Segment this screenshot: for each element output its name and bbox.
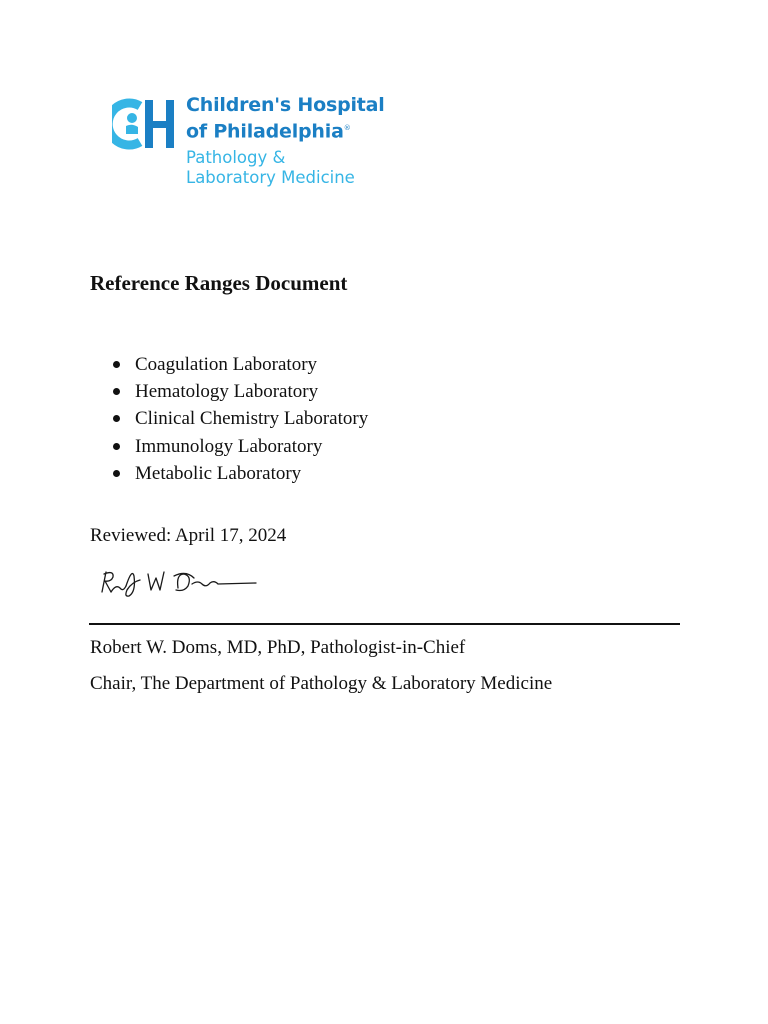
logo-department-line1: Pathology &	[186, 148, 286, 168]
list-item	[90, 378, 368, 405]
logo-hospital-name-line2	[186, 117, 385, 143]
list-item	[90, 460, 368, 487]
signer-name: Robert W. Doms, MD, PhD, Pathologist-in-Chief	[90, 637, 466, 658]
bullet-icon	[113, 443, 120, 450]
document-title: Reference Ranges Document	[90, 271, 348, 295]
laboratory-list	[90, 351, 368, 487]
list-item-label: Coagulation Laboratory	[135, 354, 318, 375]
chop-logo	[112, 94, 402, 204]
reviewed-date: Reviewed: April 17, 2024	[90, 525, 287, 546]
signature-line	[89, 623, 680, 625]
list-item	[90, 405, 368, 432]
logo-hospital-name-line1: Children's Hospital	[186, 94, 385, 116]
chop-logo-icon	[112, 96, 178, 152]
bullet-icon	[113, 388, 120, 395]
signer-role: Chair, The Department of Pathology & Laboratory Medicine	[90, 673, 553, 694]
handwritten-signature	[96, 562, 266, 602]
list-item-label: Metabolic Laboratory	[135, 462, 302, 484]
list-item	[90, 433, 368, 460]
bullet-icon	[113, 415, 120, 422]
logo-hospital-name-line2-text: of Philadelphia	[186, 120, 344, 143]
bullet-icon	[113, 470, 120, 477]
list-item-label: Immunology Laboratory	[135, 435, 323, 457]
registered-mark: ®	[343, 124, 351, 132]
list-item-label: Clinical Chemistry Laboratory	[135, 408, 369, 430]
bullet-icon	[113, 361, 120, 368]
list-item-label: Hematology Laboratory	[135, 381, 319, 403]
list-item	[90, 351, 368, 378]
logo-department-line2: Laboratory Medicine	[186, 168, 355, 188]
